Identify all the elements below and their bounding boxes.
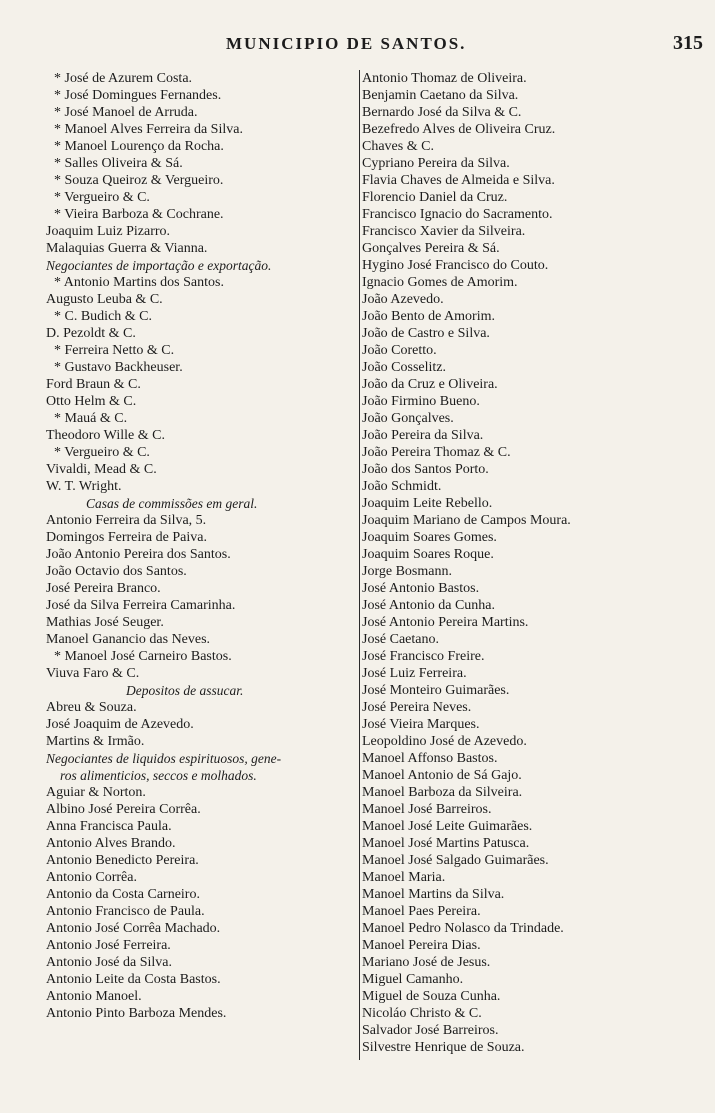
list-entry: João Pereira da Silva. [362, 428, 484, 443]
section-heading: Negociantes de liquidos espirituosos, gene- [46, 751, 282, 766]
list-entry: Manoel José Leite Guimarães. [362, 819, 533, 834]
list-entry: Antonio da Costa Carneiro. [46, 887, 200, 902]
list-entry: Albino José Pereira Corrêa. [46, 802, 201, 817]
list-entry: * José Manoel de Arruda. [54, 105, 198, 120]
list-entry: Bernardo José da Silva & C. [362, 105, 522, 120]
list-entry: João da Cruz e Oliveira. [362, 377, 498, 392]
page-header [0, 34, 715, 58]
list-entry: Antonio Francisco de Paula. [46, 904, 205, 919]
list-entry: José Monteiro Guimarães. [362, 683, 510, 698]
list-entry: * Antonio Martins dos Santos. [54, 275, 224, 290]
section-heading: ros alimenticios, seccos e molhados. [60, 768, 257, 783]
list-entry: João dos Santos Porto. [362, 462, 489, 477]
list-entry: * Manoel Alves Ferreira da Silva. [54, 122, 243, 137]
list-entry: Miguel de Souza Cunha. [362, 989, 501, 1004]
list-entry: Chaves & C. [362, 139, 434, 154]
list-entry: José Francisco Freire. [362, 649, 485, 664]
right-column [362, 70, 707, 1056]
list-entry: Antonio Manoel. [46, 989, 142, 1004]
list-entry: Manoel Maria. [362, 870, 446, 885]
list-entry: José Vieira Marques. [362, 717, 480, 732]
list-entry: Ignacio Gomes de Amorim. [362, 275, 518, 290]
list-entry: Anna Francisca Paula. [46, 819, 172, 834]
list-entry: João de Castro e Silva. [362, 326, 490, 341]
list-entry: Jorge Bosmann. [362, 564, 452, 579]
list-entry: Joaquim Leite Rebello. [362, 496, 493, 511]
list-entry: Nicoláo Christo & C. [362, 1006, 482, 1021]
list-entry: Bezefredo Alves de Oliveira Cruz. [362, 122, 556, 137]
list-entry: Vivaldi, Mead & C. [46, 462, 157, 477]
list-entry: João Azevedo. [362, 292, 444, 307]
list-entry: Manoel José Martins Patusca. [362, 836, 530, 851]
list-entry: Antonio Corrêa. [46, 870, 137, 885]
list-entry: Manoel Barboza da Silveira. [362, 785, 523, 800]
list-entry: João Octavio dos Santos. [46, 564, 187, 579]
list-entry: José Antonio Bastos. [362, 581, 480, 596]
list-entry: * Souza Queiroz & Vergueiro. [54, 173, 224, 188]
list-entry: José Pereira Neves. [362, 700, 472, 715]
list-entry: Cypriano Pereira da Silva. [362, 156, 510, 171]
list-entry: * Vergueiro & C. [54, 190, 150, 205]
list-entry: Manoel Martins da Silva. [362, 887, 505, 902]
list-entry: João Bento de Amorim. [362, 309, 495, 324]
list-entry: Hygino José Francisco do Couto. [362, 258, 549, 273]
list-entry: * Mauá & C. [54, 411, 128, 426]
list-entry: Joaquim Mariano de Campos Moura. [362, 513, 571, 528]
list-entry: Antonio Benedicto Pereira. [46, 853, 199, 868]
section-heading: Negociantes de importação e exportação. [46, 258, 272, 273]
list-entry: W. T. Wright. [46, 479, 122, 494]
list-entry: Flavia Chaves de Almeida e Silva. [362, 173, 555, 188]
list-entry: João Firmino Bueno. [362, 394, 480, 409]
list-entry: * José Domingues Fernandes. [54, 88, 222, 103]
list-entry: Antonio Pinto Barboza Mendes. [46, 1006, 227, 1021]
list-entry: João Pereira Thomaz & C. [362, 445, 511, 460]
list-entry: Antonio José Ferreira. [46, 938, 171, 953]
list-entry: Antonio José Corrêa Machado. [46, 921, 221, 936]
list-entry: Benjamin Caetano da Silva. [362, 88, 519, 103]
list-entry: Joaquim Luiz Pizarro. [46, 224, 171, 239]
list-entry: José Luiz Ferreira. [362, 666, 467, 681]
list-entry: Leopoldino José de Azevedo. [362, 734, 527, 749]
list-entry: Francisco Xavier da Silveira. [362, 224, 526, 239]
list-entry: Mathias José Seuger. [46, 615, 164, 630]
list-entry: Silvestre Henrique de Souza. [362, 1040, 525, 1055]
list-entry: * José de Azurem Costa. [54, 71, 193, 86]
list-entry: Viuva Faro & C. [46, 666, 140, 681]
list-entry: Joaquim Soares Gomes. [362, 530, 497, 545]
list-entry: José Joaquim de Azevedo. [46, 717, 194, 732]
list-entry: Antonio Thomaz de Oliveira. [362, 71, 527, 86]
list-entry: Aguiar & Norton. [46, 785, 146, 800]
list-entry: Manoel José Barreiros. [362, 802, 492, 817]
list-entry: Joaquim Soares Roque. [362, 547, 494, 562]
list-entry: Manoel José Salgado Guimarães. [362, 853, 549, 868]
list-entry: D. Pezoldt & C. [46, 326, 136, 341]
list-entry: Otto Helm & C. [46, 394, 137, 409]
list-entry: José da Silva Ferreira Camarinha. [46, 598, 236, 613]
list-entry: Salvador José Barreiros. [362, 1023, 499, 1038]
list-entry: * Salles Oliveira & Sá. [54, 156, 183, 171]
list-entry: José Caetano. [362, 632, 439, 647]
list-entry: Mariano José de Jesus. [362, 955, 491, 970]
list-entry: Theodoro Wille & C. [46, 428, 165, 443]
list-entry: Antonio Ferreira da Silva, 5. [46, 513, 207, 528]
list-entry: João Gonçalves. [362, 411, 454, 426]
list-entry: Gonçalves Pereira & Sá. [362, 241, 500, 256]
list-entry: Antonio Alves Brando. [46, 836, 176, 851]
list-entry: * Gustavo Backheuser. [54, 360, 183, 375]
list-entry: Antonio José da Silva. [46, 955, 172, 970]
list-entry: José Antonio Pereira Martins. [362, 615, 529, 630]
section-heading: Casas de commissões em geral. [86, 496, 258, 511]
list-entry: Manoel Pereira Dias. [362, 938, 481, 953]
section-heading: Depositos de assucar. [126, 683, 244, 698]
list-entry: Miguel Camanho. [362, 972, 464, 987]
list-entry: Manoel Paes Pereira. [362, 904, 481, 919]
left-column [46, 70, 358, 1022]
list-entry: Martins & Irmão. [46, 734, 145, 749]
page-title: MUNICIPIO DE SANTOS. [226, 34, 467, 53]
list-entry: Francisco Ignacio do Sacramento. [362, 207, 553, 222]
column-divider [359, 70, 360, 1060]
list-entry: * Vergueiro & C. [54, 445, 150, 460]
list-entry: João Cosselitz. [362, 360, 446, 375]
list-entry: João Antonio Pereira dos Santos. [46, 547, 231, 562]
page-number: 315 [673, 32, 703, 54]
list-entry: Florencio Daniel da Cruz. [362, 190, 508, 205]
list-entry: Abreu & Souza. [46, 700, 137, 715]
list-entry: Domingos Ferreira de Paiva. [46, 530, 207, 545]
list-entry: Manoel Affonso Bastos. [362, 751, 498, 766]
list-entry: * Vieira Barboza & Cochrane. [54, 207, 224, 222]
list-entry: João Schmidt. [362, 479, 442, 494]
list-entry: Manoel Pedro Nolasco da Trindade. [362, 921, 564, 936]
list-entry: Malaquias Guerra & Vianna. [46, 241, 208, 256]
list-entry: José Pereira Branco. [46, 581, 161, 596]
list-entry: José Antonio da Cunha. [362, 598, 495, 613]
list-entry: Ford Braun & C. [46, 377, 141, 392]
list-entry: Antonio Leite da Costa Bastos. [46, 972, 221, 987]
list-entry: * Manoel José Carneiro Bastos. [54, 649, 232, 664]
list-entry: * C. Budich & C. [54, 309, 153, 324]
list-entry: João Coretto. [362, 343, 437, 358]
list-entry: * Ferreira Netto & C. [54, 343, 175, 358]
list-entry: * Manoel Lourenço da Rocha. [54, 139, 224, 154]
list-entry: Augusto Leuba & C. [46, 292, 163, 307]
list-entry: Manoel Ganancio das Neves. [46, 632, 211, 647]
list-entry: Manoel Antonio de Sá Gajo. [362, 768, 522, 783]
